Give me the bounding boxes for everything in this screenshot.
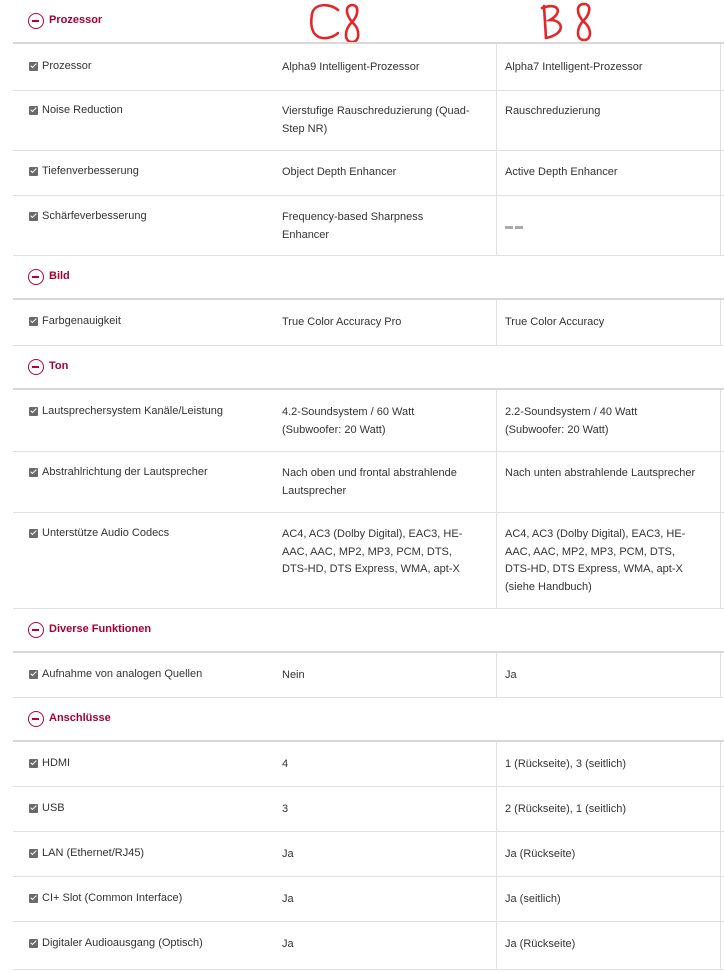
spec-value-c8: True Color Accuracy Pro xyxy=(282,316,402,328)
spec-label: Noise Reduction xyxy=(42,104,123,116)
collapse-minus-icon[interactable] xyxy=(28,711,44,727)
spec-value-b8: Nach unten abstrahlende Lautsprecher xyxy=(505,467,696,479)
spec-row-tiefenverbesserung xyxy=(13,151,724,196)
spec-value-b8: Ja xyxy=(505,669,517,681)
spec-label: Farbgenauigkeit xyxy=(42,315,121,327)
checkbox-checked-icon xyxy=(29,849,38,858)
checkbox-checked-icon xyxy=(29,106,38,115)
spec-value-c8: Ja xyxy=(282,893,294,905)
section-title: Bild xyxy=(49,270,70,282)
spec-label: Unterstütze Audio Codecs xyxy=(42,527,170,539)
spec-value-b8: True Color Accuracy xyxy=(505,316,605,328)
checkbox-checked-icon xyxy=(29,167,38,176)
checkbox-checked-icon xyxy=(29,468,38,477)
spec-row-abstrahlrichtung xyxy=(13,452,724,513)
spec-value-c8: Nach oben und frontal abstrahlende Lautsprecher xyxy=(282,467,457,497)
spec-row-noise-reduction xyxy=(13,91,724,151)
spec-value-c8: 4.2-Soundsystem / 60 Watt (Subwoofer: 20 Watt) xyxy=(282,406,415,436)
spec-value-b8: 2 (Rückseite), 1 (seitlich) xyxy=(505,803,627,815)
spec-label: Aufnahme von analogen Quellen xyxy=(42,668,203,680)
spec-row-usb xyxy=(13,787,724,832)
collapse-minus-icon[interactable] xyxy=(28,13,44,29)
section-title: Anschlüsse xyxy=(49,712,111,724)
section-title: Ton xyxy=(49,360,69,372)
spec-label: LAN (Ethernet/RJ45) xyxy=(42,847,145,859)
checkbox-checked-icon xyxy=(29,212,38,221)
section-title: Diverse Funktionen xyxy=(49,623,152,635)
checkbox-checked-icon xyxy=(29,670,38,679)
spec-label: Prozessor xyxy=(42,60,92,72)
collapse-minus-icon[interactable] xyxy=(28,622,44,638)
spec-value-b8: Alpha7 Intelligent-Prozessor xyxy=(505,61,643,73)
spec-row-prozessor xyxy=(13,44,724,91)
spec-value-b8: 2.2-Soundsystem / 40 Watt (Subwoofer: 20 Watt) xyxy=(505,406,638,436)
checkbox-checked-icon xyxy=(29,894,38,903)
spec-value-c8: 3 xyxy=(282,803,289,815)
spec-label: Schärfeverbesserung xyxy=(42,210,147,222)
spec-label: USB xyxy=(42,802,65,814)
spec-value-b8: Ja (Rückseite) xyxy=(505,938,576,950)
spec-label: HDMI xyxy=(42,757,71,769)
spec-value-c8: AC4, AC3 (Dolby Digital), EAC3, HE-AAC, AAC, MP2, MP3, PCM, DTS, DTS-HD, DTS Express, WMA, apt-X xyxy=(282,528,463,575)
spec-value-c8: Vierstufige Rauschreduzierung (Quad-Step NR) xyxy=(282,105,470,135)
section-header-diverse-funktionen[interactable] xyxy=(13,609,724,653)
spec-value-b8: Active Depth Enhancer xyxy=(505,166,618,178)
spec-label: Tiefenverbesserung xyxy=(42,165,139,177)
spec-value-c8: 4 xyxy=(282,758,289,770)
section-header-anschluesse[interactable] xyxy=(13,698,724,742)
spec-row-audio-codecs xyxy=(13,513,724,609)
checkbox-checked-icon xyxy=(29,939,38,948)
spec-row-hdmi xyxy=(13,742,724,787)
collapse-minus-icon[interactable] xyxy=(28,359,44,375)
spec-value-b8: Rauschreduzierung xyxy=(505,105,601,117)
checkbox-checked-icon xyxy=(29,759,38,768)
spec-value-b8: AC4, AC3 (Dolby Digital), EAC3, HE-AAC, AAC, MP2, MP3, PCM, DTS, DTS-HD, DTS Express, WMA, apt-X (siehe Handbuch) xyxy=(505,528,686,593)
spec-label: Abstrahlrichtung der Lautsprecher xyxy=(42,466,208,478)
spec-value-b8: Ja (seitlich) xyxy=(505,893,561,905)
spec-row-farbgenauigkeit xyxy=(13,300,724,346)
checkbox-checked-icon xyxy=(29,529,38,538)
section-header-prozessor[interactable] xyxy=(13,0,724,44)
section-title: Prozessor xyxy=(49,14,103,26)
spec-label: CI+ Slot (Common Interface) xyxy=(42,892,183,904)
section-header-bild[interactable] xyxy=(13,256,724,300)
not-available-dash xyxy=(505,216,525,234)
collapse-minus-icon[interactable] xyxy=(28,269,44,285)
section-header-ton[interactable] xyxy=(13,346,724,390)
spec-row-lan xyxy=(13,832,724,877)
spec-value-c8: Nein xyxy=(282,669,305,681)
spec-value-b8: Ja (Rückseite) xyxy=(505,848,576,860)
spec-label: Digitaler Audioausgang (Optisch) xyxy=(42,937,203,949)
spec-label: Lautsprechersystem Kanäle/Leistung xyxy=(42,405,223,417)
checkbox-checked-icon xyxy=(29,804,38,813)
spec-row-ci-slot xyxy=(13,877,724,922)
spec-value-b8: 1 (Rückseite), 3 (seitlich) xyxy=(505,758,627,770)
spec-value-c8: Object Depth Enhancer xyxy=(282,166,397,178)
spec-row-digitaler-audioausgang xyxy=(13,922,724,970)
spec-row-schaerfeverbesserung xyxy=(13,196,724,256)
spec-row-lautsprechersystem xyxy=(13,390,724,452)
spec-value-c8: Frequency-based Sharpness Enhancer xyxy=(282,211,424,241)
checkbox-checked-icon xyxy=(29,407,38,416)
checkbox-checked-icon xyxy=(29,317,38,326)
checkbox-checked-icon xyxy=(29,62,38,71)
spec-value-c8: Ja xyxy=(282,938,294,950)
spec-row-analoge-quellen xyxy=(13,653,724,698)
spec-value-c8: Alpha9 Intelligent-Prozessor xyxy=(282,61,420,73)
spec-value-c8: Ja xyxy=(282,848,294,860)
